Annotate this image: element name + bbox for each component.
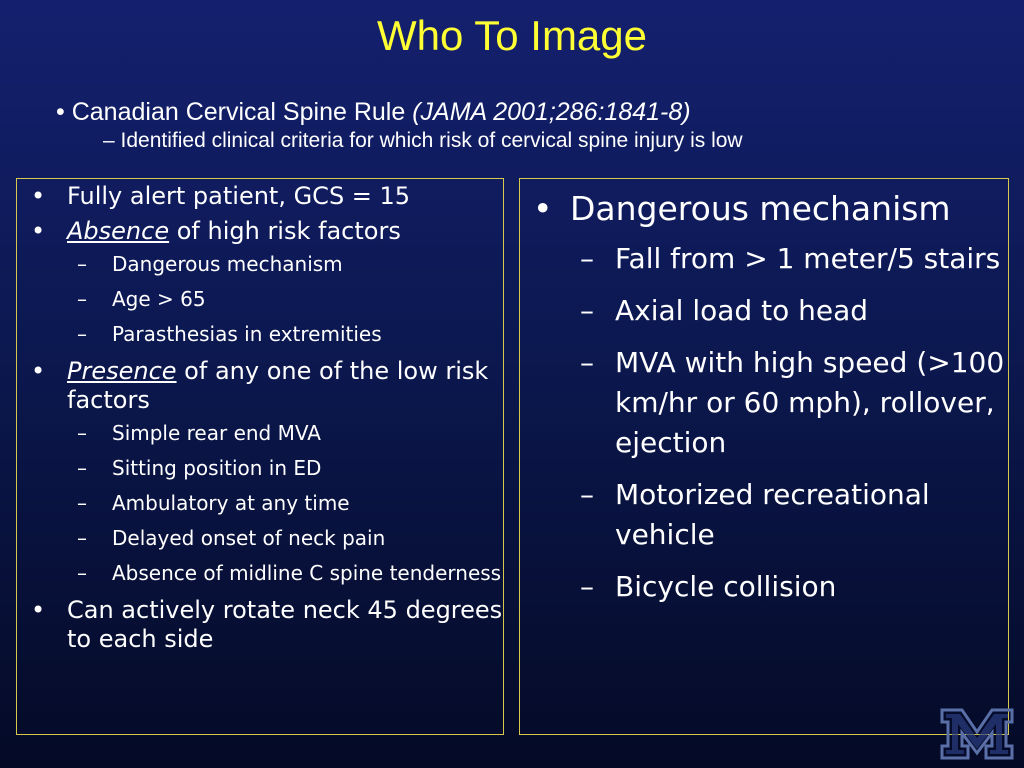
dash-icon: – [77,491,87,515]
low-risk-text: Sitting position in ED [112,456,322,480]
criteria-text: of high risk factors [169,217,401,245]
intro-section [56,97,996,155]
dash-icon: – [580,570,594,603]
citation: (JAMA 2001;286:1841-8) [412,98,691,126]
criteria-item-presence [17,357,503,415]
intro-sub-line [103,127,996,155]
high-risk-text: Parasthesias in extremities [112,322,382,346]
intro-bullet: • [56,98,65,126]
intro-sub-text: Identified clinical criteria for which risk of cervical spine injury is low [120,129,743,152]
low-risk-item [17,491,503,516]
low-risk-text: Delayed onset of neck pain [112,526,386,550]
mechanism-item [520,567,1008,607]
intro-main-line [56,97,996,127]
bullet-icon: • [31,596,46,624]
low-risk-item [17,421,503,446]
slide-title: Who To Image [376,12,648,59]
dash-icon: – [77,252,87,276]
high-risk-text: Age > 65 [112,287,206,311]
criteria-text: of any one of the low risk factors [67,357,489,414]
mechanism-text: Bicycle collision [615,570,837,603]
criteria-text: Fully alert patient, GCS = 15 [67,182,411,210]
block-m-logo-svg [940,706,1014,762]
dash-icon: – [77,456,87,480]
absence-emphasis: Absence [67,217,170,245]
criteria-item-absence [17,217,503,246]
mechanism-item [520,291,1008,331]
high-risk-text: Dangerous mechanism [112,252,343,276]
dash-icon: – [580,294,594,327]
dash-icon: – [77,526,87,550]
dash-icon: – [77,287,87,311]
mechanism-text: MVA with high speed (>100 km/hr or 60 mph), rollover, ejection [615,346,1005,459]
criteria-item-alert [17,182,503,211]
high-risk-item [17,287,503,312]
mechanism-item [520,475,1008,555]
dash-icon: – [580,242,594,275]
dash-icon: – [77,561,87,585]
dash-icon: – [580,346,594,379]
mechanism-text: Fall from > 1 meter/5 stairs [615,242,1001,275]
rule-name: Canadian Cervical Spine Rule [71,98,406,126]
dangerous-mechanism-box [519,178,1009,735]
criteria-text: Can actively rotate neck 45 degrees to each side [67,596,503,653]
mechanism-text: Motorized recreational vehicle [615,478,930,551]
bullet-icon: • [31,217,46,245]
criteria-list [17,179,503,654]
low-risk-text: Ambulatory at any time [112,491,350,515]
bullet-icon: • [31,182,46,210]
block-m-logo-icon [940,706,1014,762]
low-risk-criteria-box [16,178,504,735]
criteria-item-rotate [17,596,503,654]
bullet-icon: • [31,357,46,385]
mechanism-list [520,179,1008,607]
dash-icon: – [580,478,594,511]
mechanism-heading [520,189,1008,229]
bullet-icon: • [533,189,553,228]
high-risk-item [17,252,503,277]
presence-emphasis: Presence [67,357,177,385]
low-risk-item [17,456,503,481]
intro-sub-dash: – [103,129,115,152]
low-risk-item [17,561,503,586]
high-risk-item [17,322,503,347]
mechanism-item [520,343,1008,463]
low-risk-item [17,526,503,551]
dash-icon: – [77,421,87,445]
low-risk-text: Simple rear end MVA [112,421,321,445]
low-risk-text: Absence of midline C spine tenderness [112,561,502,585]
mechanism-item [520,239,1008,279]
mechanism-heading-text: Dangerous mechanism [570,189,951,228]
dash-icon: – [77,322,87,346]
mechanism-text: Axial load to head [615,294,868,327]
